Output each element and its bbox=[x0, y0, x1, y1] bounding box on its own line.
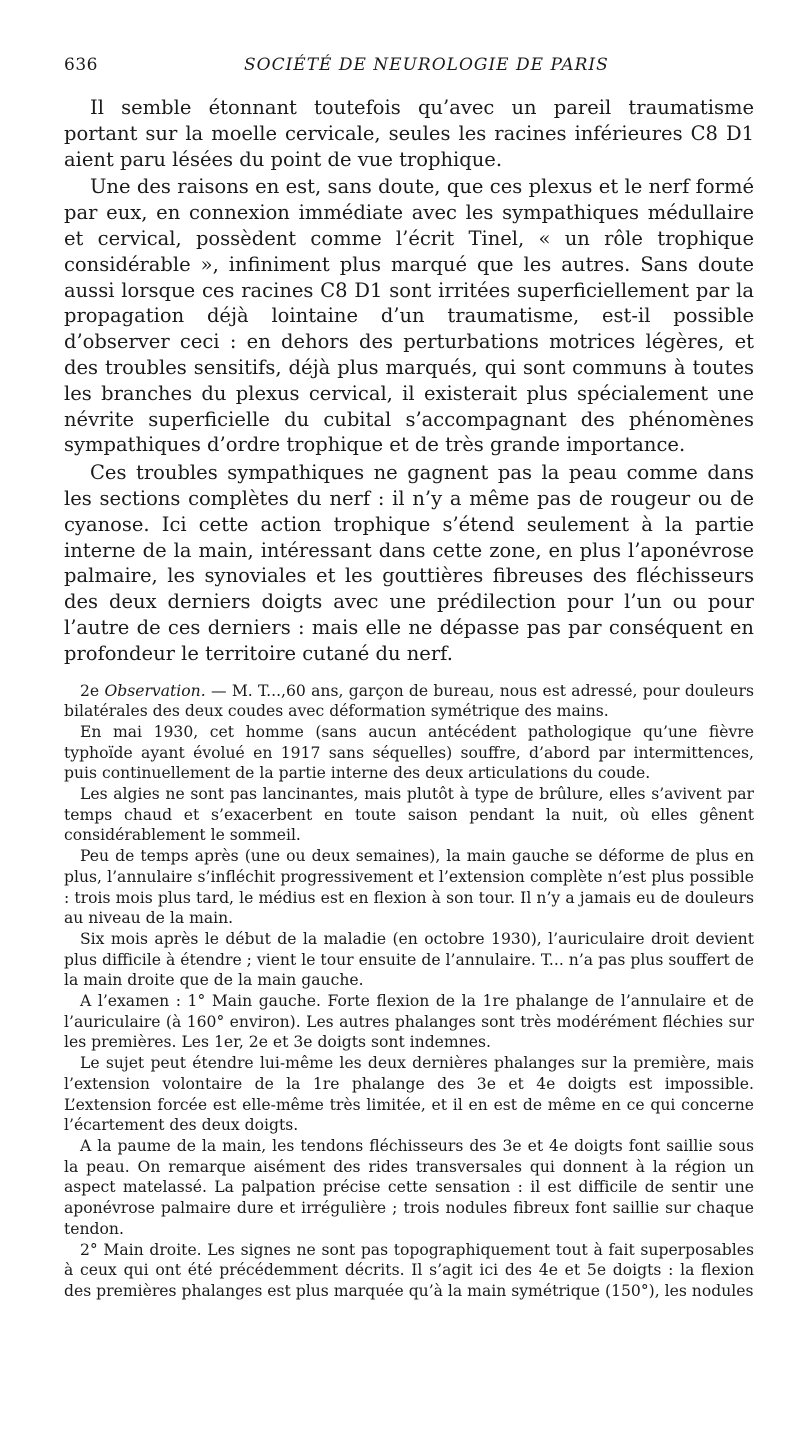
page-number: 636 bbox=[64, 55, 98, 75]
observation-paragraph: Six mois après le début de la maladie (en octobre 1930), l’auriculaire droit devient plus difficile à étendre ; vient le tour ensuite de l’annulaire. T... n’a pas plus souffert de la main droite que de la main gauche. bbox=[64, 929, 754, 990]
observation-paragraph: Peu de temps après (une ou deux semaines), la main gauche se déforme de plus en plus, l’annulaire s’infléchit progressivement et l’extension complète n’est plus possible : trois mois plus tard, le médius est en flexion à son tour. Il n’y a jamais eu de douleurs au niveau de la main. bbox=[64, 847, 754, 928]
observation-paragraph: Le sujet peut étendre lui-même les deux dernières phalanges sur la première, mais l’extension volontaire de la 1re phalange des 3e et 4e doigts est impossible. L’extension forcée est elle-même très limitée, et il en est de même en ce qui concerne l’écartement des deux doigts. bbox=[64, 1054, 754, 1135]
observation-section bbox=[64, 681, 754, 1302]
running-title: SOCIÉTÉ DE NEUROLOGIE DE PARIS bbox=[244, 55, 609, 75]
paragraph: Il semble étonnant toutefois qu’avec un pareil traumatisme portant sur la moelle cervicale, seules les racines inférieures C8 D1 aient paru lésées du point de vue trophique. bbox=[64, 96, 754, 171]
paragraph: Ces troubles sympathiques ne gagnent pas la peau comme dans les sections complètes du nerf : il n’y a même pas de rougeur ou de cyanose. Ici cette action trophique s’étend seulement à la partie interne de la main, intéressant dans cette zone, en plus l’aponévrose palmaire, les synoviales et les gouttières fibreuses des fléchisseurs des deux derniers doigts avec une prédilection pour l’un ou pour l’autre de ces derniers : mais elle ne dépasse pas par conséquent en profondeur le territoire cutané du nerf. bbox=[64, 461, 754, 665]
paragraph: Une des raisons en est, sans doute, que ces plexus et le nerf formé par eux, en connexion immédiate avec les sympathiques médullaire et cervical, possèdent comme l’écrit Tinel, « un rôle trophique considérable », infiniment plus marqué que les autres. Sans doute aussi lorsque ces racines C8 D1 sont irritées superficiellement par la propagation déjà lointaine d’un traumatisme, est-il possible d’observer ceci : en dehors des perturbations motrices légères, et des troubles sensitifs, déjà plus marqués, qui sont communs à toutes les branches du plexus cervical, il existerait plus spécialement une névrite superficielle du cubital s’accompagnant des phénomènes sympathiques d’ordre trophique et de très grande importance. bbox=[64, 175, 754, 457]
main-text bbox=[64, 95, 754, 667]
observation-intro-text: — M. T...,60 ans, garçon de bureau, nous est adressé, pour douleurs bilatérales des deux coudes avec déformation symétrique des mains. bbox=[64, 681, 755, 721]
page-body bbox=[64, 95, 754, 1302]
observation-paragraph: A la paume de la main, les tendons fléchisseurs des 3e et 4e doigts font saillie sous la peau. On remarque aisément des rides transversales qui donnent à la région un aspect matelassé. La palpation précise cette sensation : il est difficile de sentir une aponévrose palmaire dure et irrégulière ; trois nodules fibreux font saillie sur chaque tendon. bbox=[64, 1137, 754, 1238]
observation-number: 2e bbox=[80, 681, 105, 700]
observation-label: Observation. bbox=[104, 681, 206, 700]
observation-paragraph: En mai 1930, cet homme (sans aucun antécédent pathologique qu’une fièvre typhoïde ayant évolué en 1917 sans séquelles) souffre, d’abord par intermittences, puis continuellement de la partie interne des deux articulations du coude. bbox=[64, 722, 754, 783]
observation-paragraph: A l’examen : 1° Main gauche. Forte flexion de la 1re phalange de l’annulaire et de l’auriculaire (à 160° environ). Les autres phalanges sont très modérément fléchies sur les premières. Les 1er, 2e et 3e doigts sont indemnes. bbox=[64, 992, 754, 1052]
observation-paragraph: Les algies ne sont pas lancinantes, mais plutôt à type de brûlure, elles s’avivent par temps chaud et s’exacerbent en toute saison pendant la nuit, où elles gênent considérablement le sommeil. bbox=[64, 785, 754, 845]
observation-intro bbox=[64, 681, 754, 722]
observation-paragraph: 2° Main droite. Les signes ne sont pas topographiquement tout à fait superposables à ceux qui ont été précédemment décrits. Il s’agit ici des 4e et 5e doigts : la flexion des premières phalanges est plus marquée qu’à la main symétrique (150°), les nodules bbox=[64, 1240, 754, 1300]
